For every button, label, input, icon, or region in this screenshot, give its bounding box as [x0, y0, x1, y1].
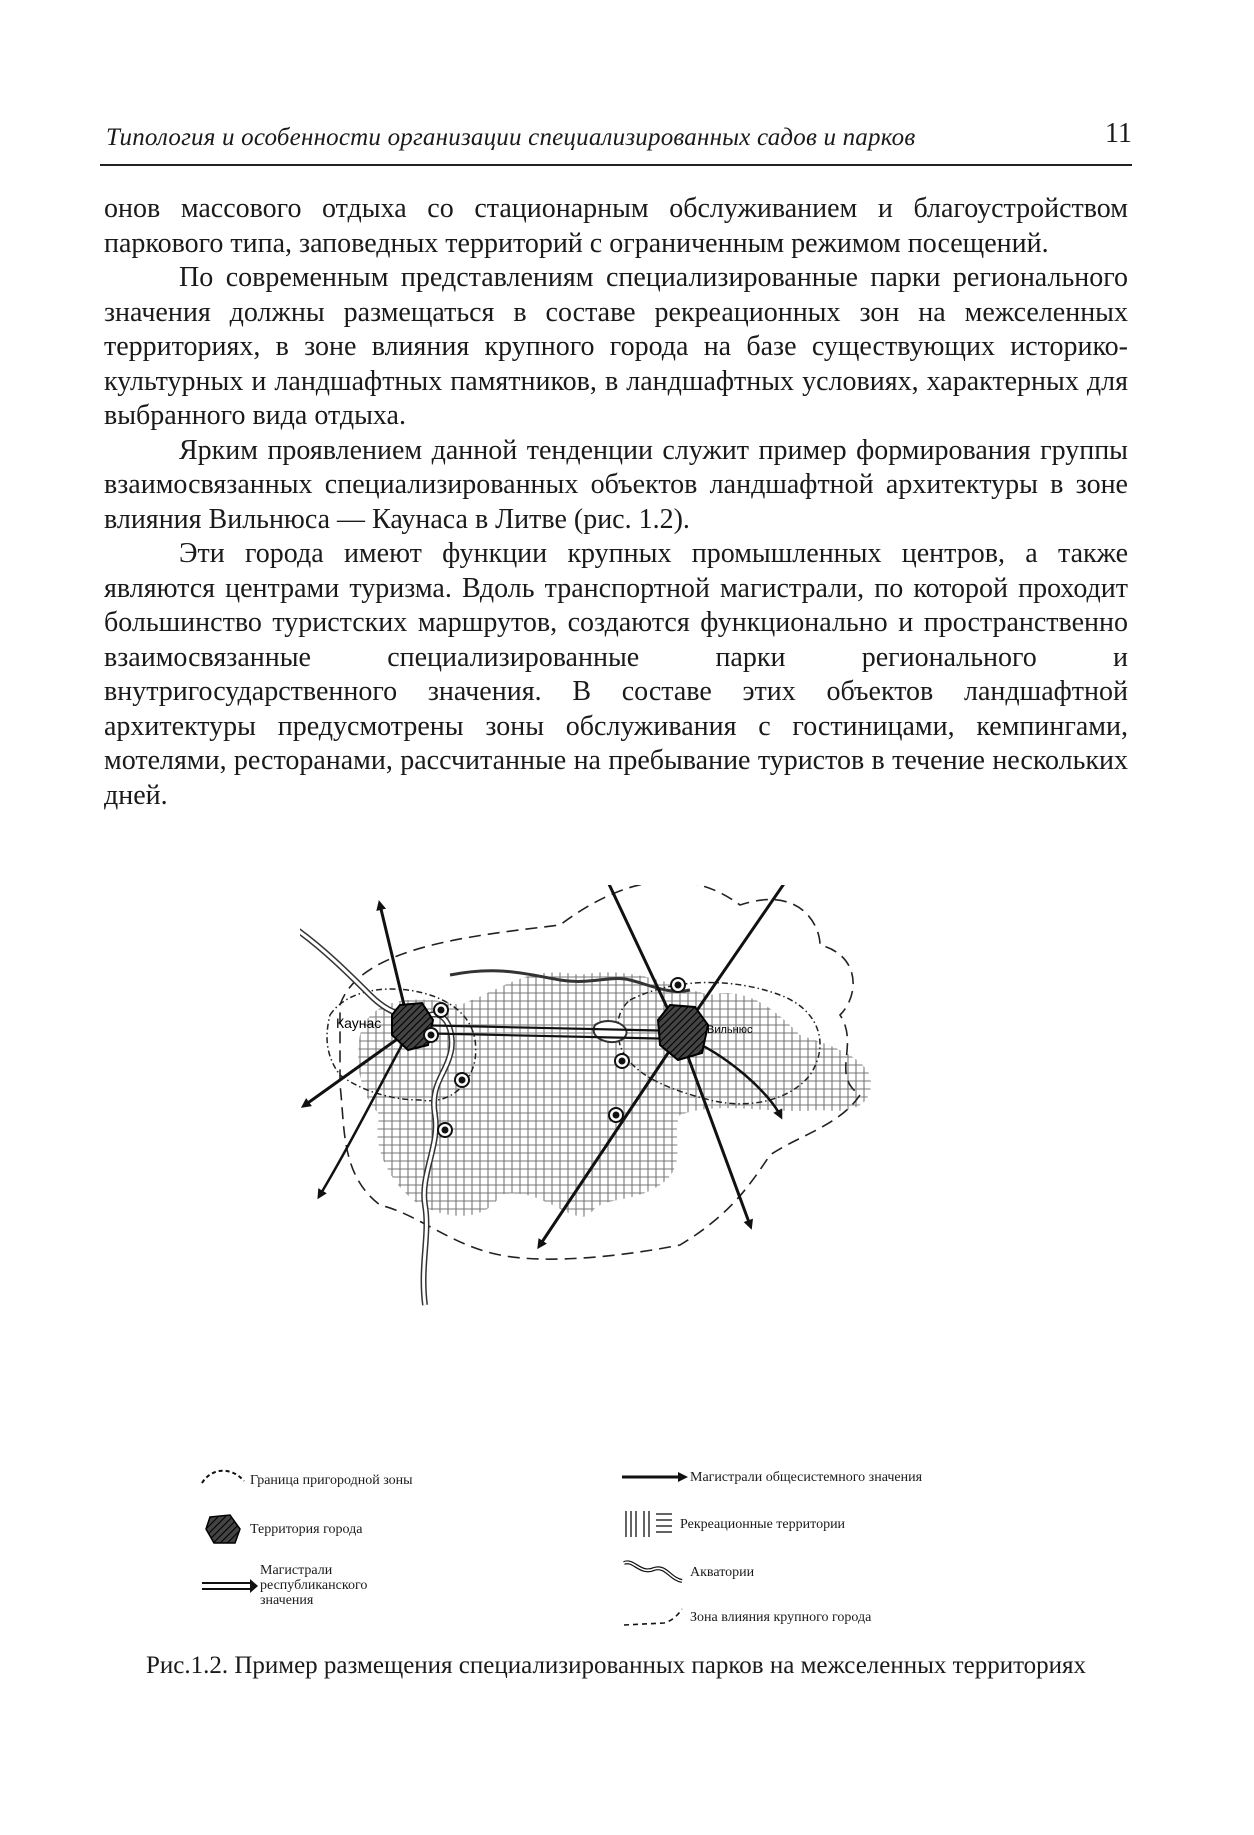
city-label-vilnius: Вильнюс — [707, 1024, 753, 1036]
paragraph-3: Ярким проявлением данной тенденции служит пример формирования группы взаимосвязанных специализированных объектов ландшафтной архитектуры в зоне влияния Вильнюса — Каунаса в Литве (рис. 1.2). — [104, 434, 1128, 535]
paragraph-1: онов массового отдыха со стационарным обслуживанием и благоустройством паркового типа, заповедных территорий с ограниченным режимом посещений. — [104, 193, 1128, 259]
legend-label: Территория города — [250, 1521, 363, 1537]
legend-symbol-water — [620, 1557, 690, 1587]
legend-item-republican-highway — [200, 1563, 420, 1608]
legend-item-water — [620, 1557, 754, 1587]
legend-symbol-recreation — [620, 1509, 680, 1539]
legend-symbol-city-territory — [200, 1513, 250, 1545]
figure-legend — [200, 1465, 1050, 1635]
body-text — [104, 192, 1128, 813]
lake-vilnius — [594, 1021, 627, 1042]
figure-map — [300, 885, 940, 1455]
legend-label: Граница пригородной зоны — [250, 1472, 413, 1488]
header-title: Типология и особенности организации специализированных садов и парков — [106, 124, 916, 151]
paragraph-2: По современным представлениям специализированные парки регионального значения должны размещаться в составе рекреационных зон на межселенных территориях, в зоне влияния крупного города на базе существующих историко-культурных и ландшафтных памятников, в ландшафтных условиях, характерных для выбранного вида отдыха. — [104, 262, 1128, 431]
header-rule — [100, 164, 1132, 166]
legend-label: Зона влияния крупного города — [690, 1609, 872, 1625]
legend-label: Акватории — [690, 1564, 755, 1580]
legend-symbol-national-highway — [620, 1467, 690, 1487]
legend-label: Магистрали республиканского значения — [260, 1563, 368, 1608]
legend-symbol-suburban-zone — [200, 1465, 250, 1495]
legend-item-city-territory — [200, 1513, 362, 1545]
legend-item-influence-zone — [620, 1605, 871, 1629]
paragraph-4: Эти города имеют функции крупных промышленных центров, а также являются центрами туризма. Вдоль транспортной магистрали, по которой проходит большинство туристских маршрутов, создаются функционально и пространственно взаимосвязанные специализированные парки регионального и внутригосударственного значения. В составе этих объектов ландшафтной архитектуры предусмотрены зоны обслуживания с гостиницами, кемпингами, мотелями, ресторанами, рассчитанные на пребывание туристов в течение нескольких дней. — [104, 538, 1128, 811]
figure-caption: Рис.1.2. Пример размещения специализированных парков на межселенных территориях — [145, 1652, 1087, 1679]
legend-symbol-republican-highway — [200, 1574, 260, 1598]
legend-label: Магистрали общесистемного значения — [690, 1469, 923, 1485]
legend-item-recreation — [620, 1509, 845, 1539]
running-header — [100, 118, 1132, 164]
legend-item-national-highway — [620, 1467, 922, 1487]
legend-symbol-influence-zone — [620, 1605, 690, 1629]
page-number: 11 — [1105, 118, 1132, 149]
city-label-kaunas: Каунас — [336, 1015, 382, 1031]
legend-item-suburban-zone — [200, 1465, 413, 1495]
legend-label: Рекреационные территории — [680, 1516, 846, 1532]
